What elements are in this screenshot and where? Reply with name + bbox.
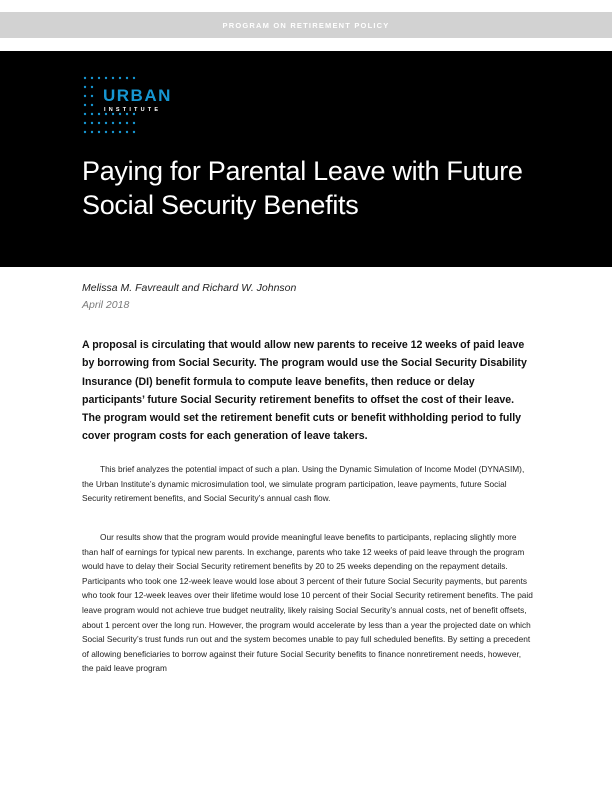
publication-date: April 2018 bbox=[82, 299, 130, 311]
page-title: Paying for Parental Leave with Future Social Security Benefits bbox=[82, 156, 523, 220]
program-label: PROGRAM ON RETIREMENT POLICY bbox=[222, 20, 390, 30]
urban-institute-logo bbox=[83, 76, 193, 138]
logo-subtitle: INSTITUTE bbox=[104, 107, 162, 113]
title-hero bbox=[0, 51, 612, 267]
authors: Melissa M. Favreault and Richard W. Johnson bbox=[82, 282, 297, 294]
body-paragraph-2: Our results show that the program would provide meaningful leave benefits to participants, replacing slightly more than half of earnings for typical new parents. In exchange, parents who take 12 weeks of paid leave through the program would have to delay their Social Security retirement benefits by 20 to 25 weeks depending on the repayment details. Participants who took one 12-week leave would lose about 3 percent of their future Social Security payments, but parents who took four 12-week leaves over their lifetime would lose 10 percent of their Social Security retirement benefits. The paid leave program would not achieve true budget neutrality, likely raising Social Security’s annual costs, net of benefit offsets, about 1 percent over the long run. However, the program would accelerate by less than a year the projected date on which Social Security’s trust funds run out and the system becomes unable to pay full scheduled benefits. By setting a precedent of allowing beneficiaries to borrow against their future Social Security benefits to finance nonretirement needs, however, the paid leave program bbox=[82, 532, 533, 674]
body-paragraph-1: This brief analyzes the potential impact of such a plan. Using the Dynamic Simulation of Income Model (DYNASIM), the Urban Institute’s dynamic microsimulation tool, we simulate program participation, leave payments, future Social Security retirement benefits, and Social Security’s annual cash flow. bbox=[82, 464, 525, 504]
logo-wordmark: URBAN bbox=[103, 86, 172, 105]
lead-paragraph: A proposal is circulating that would allow new parents to receive 12 weeks of paid leave by borrowing from Social Security. The program would use the Social Security Disability Insurance (DI) benefit formula to compute leave benefits, then reduce or delay participants’ future Social Security retirement benefits to offset the cost of their leave. The program would set the retirement benefit cuts or benefit withholding period to fully cover program costs for each generation of leave takers. bbox=[82, 339, 527, 443]
program-band bbox=[0, 12, 612, 38]
